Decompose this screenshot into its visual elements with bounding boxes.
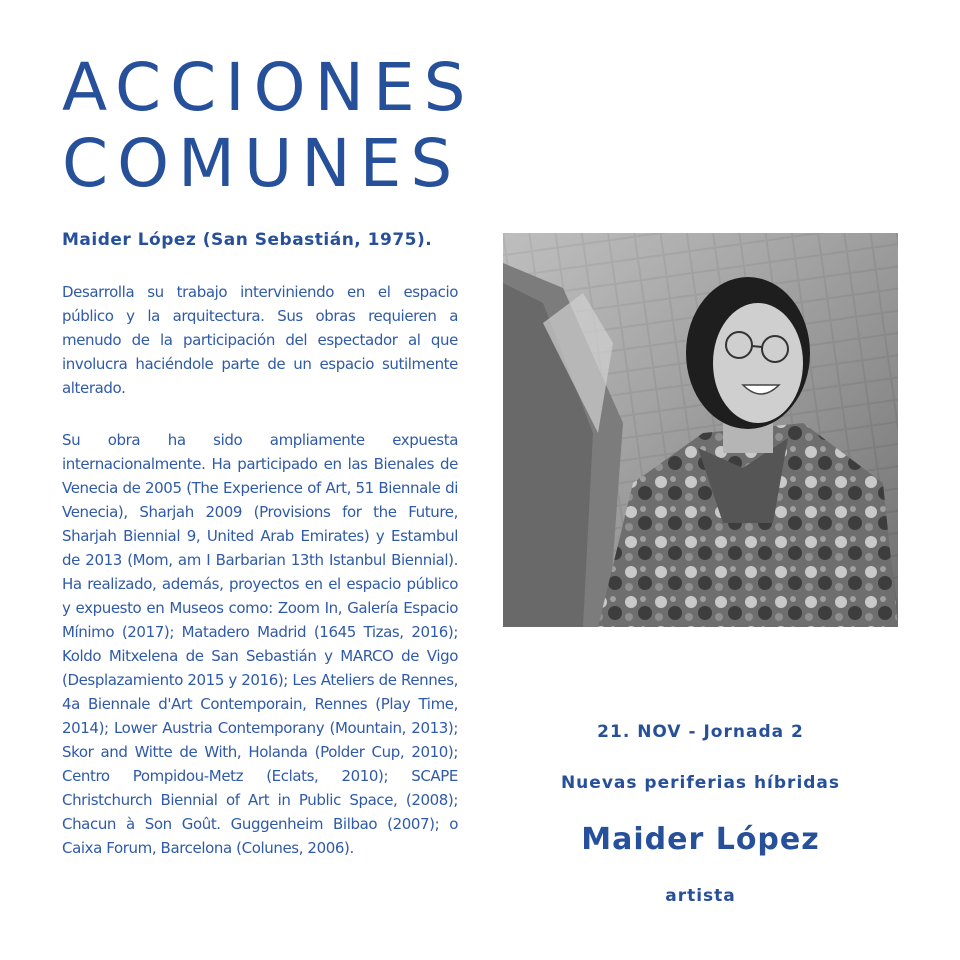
bio-paragraph-1: Desarrolla su trabajo interviniendo en el espacio público y la arquitectura. Sus obras requieren a menudo de la participación del espectador al que involucra haciéndole parte de un espacio sutilmente alterado. bbox=[62, 283, 458, 397]
artist-heading: Maider López (San Sebastián, 1975). bbox=[62, 230, 433, 250]
page-title bbox=[62, 50, 482, 202]
speaker-role: artista bbox=[665, 886, 736, 906]
speaker-name: Maider López bbox=[581, 822, 820, 857]
title-line-1: ACCIONES bbox=[62, 49, 475, 126]
event-session-title: Nuevas periferias híbridas bbox=[560, 773, 841, 793]
artist-photo bbox=[503, 233, 898, 627]
event-date: 21. NOV - Jornada 2 bbox=[597, 722, 804, 742]
bio-paragraph-2: Su obra ha sido ampliamente expuesta internacionalmente. Ha participado en las Bienales de Venecia de 2005 (The Experience of Art, 51 Biennale di Venecia), Sharjah 2009 (Provisions for the Future, Sharjah Biennial 9, United Arab Emirates) y Estambul de 2013 (Mom, am I Barbarian 13th Istanbul Biennial). Ha realizado, además, proyectos en el espacio público y expuesto en Museos como: Zoom In, Galería Espacio Mínimo (2017); Matadero Madrid (1645 Tizas, 2016); Koldo Mitxelena de San Sebastián y MARCO de Vigo (Desplazamiento 2015 y 2016); Les Ateliers de Rennes, 4a Biennale d'Art Contemporain, Rennes (Play Time, 2014); Lower Austria Contemporany (Mountain, 2013); Skor and Witte de With, Holanda (Polder Cup, 2010); Centro Pompidou-Metz (Eclats, 2010); SCAPE Christchurch Biennial of Art in Public Space, (2008); Chacun à Son Goût. Guggenheim Bilbao (2007); o Caixa Forum, Barcelona (Colunes, 2006). bbox=[62, 431, 458, 857]
title-line-2: COMUNES bbox=[62, 125, 462, 202]
